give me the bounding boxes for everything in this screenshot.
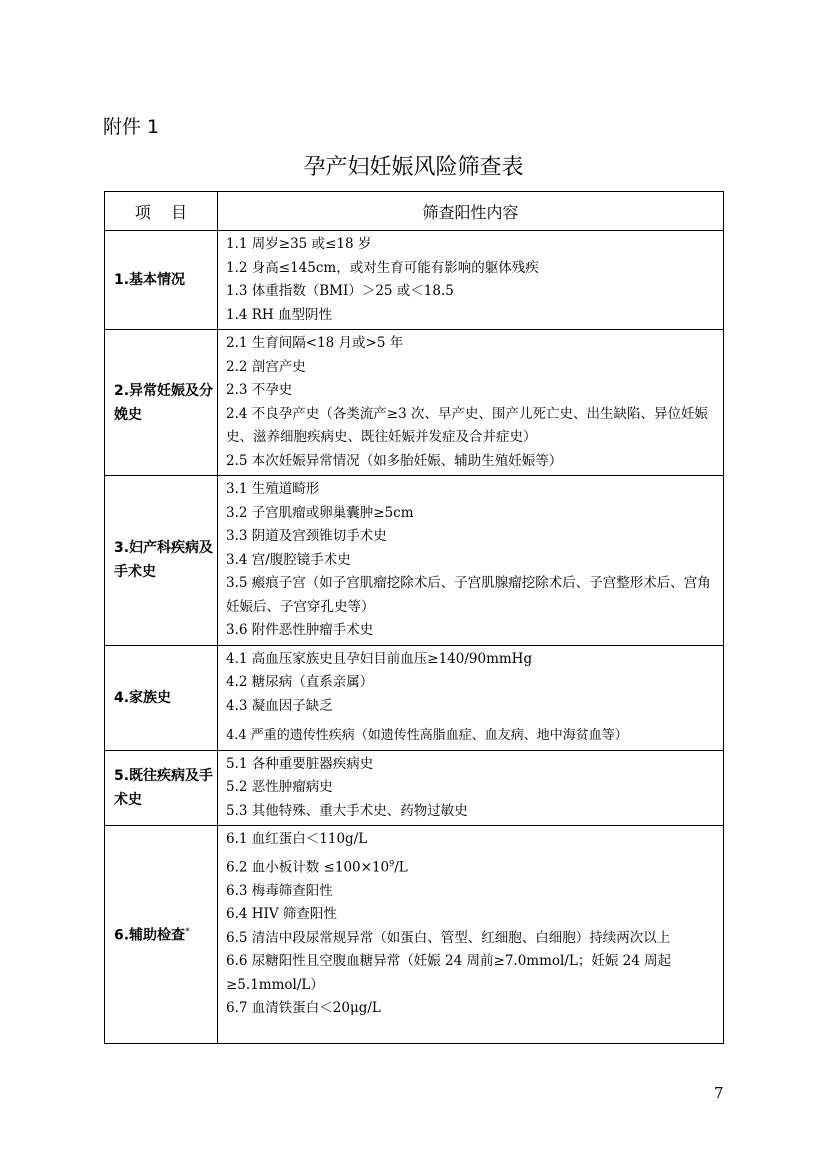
list-item: 4.4 严重的遗传性疾病（如遗传性高脂血症、血友病、地中海贫血等）: [226, 728, 628, 743]
section-label-text: 6.辅助检查: [114, 928, 186, 945]
list-item: 6.1 血红蛋白＜110g/L: [226, 831, 368, 847]
table-row: [105, 476, 724, 646]
list-item: 1.1 周岁≥35 或≤18 岁: [226, 236, 372, 252]
list-item: 4.2 糖尿病（直系亲属）: [226, 674, 374, 690]
list-item: 3.5 瘢痕子宫（如子宫肌瘤挖除术后、子宫肌腺瘤挖除术后、子宫整形术后、宫角妊娠后、子宫穿孔史等）: [226, 575, 711, 615]
table-row: [105, 826, 724, 1044]
list-item: 5.2 恶性肿瘤病史: [226, 779, 333, 795]
section-label: 2.异常妊娠及分娩史: [105, 330, 218, 476]
section-label: 4.家族史: [105, 645, 218, 750]
platelet-text: 6.2 血小板计数 ≤100×10: [226, 859, 390, 875]
list-item: 2.1 生育间隔<18 月或>5 年: [226, 335, 404, 351]
list-item: 2.4 不良孕产史（各类流产≥3 次、早产史、围产儿死亡史、出生缺陷、异位妊娠史、滋养细胞疾病史、既往妊娠并发症及合并症史）: [226, 405, 708, 445]
header-content: 筛查阳性内容: [218, 192, 724, 231]
section-items: [218, 645, 724, 750]
list-item: 6.4 HIV 筛查阳性: [226, 906, 337, 922]
list-item: 6.5 清洁中段尿常规异常（如蛋白、管型、红细胞、白细胞）持续两次以上: [226, 929, 671, 946]
platelet-exponent: 9: [389, 858, 395, 868]
section-label: 1.基本情况: [105, 231, 218, 330]
platelet-unit: /L: [394, 859, 408, 875]
list-item: 4.1 高血压家族史且孕妇目前血压≥140/90mmHg: [226, 650, 533, 667]
footnote-mark: *: [185, 927, 190, 938]
list-item: 1.4 RH 血型阴性: [226, 306, 332, 323]
page-number: 7: [714, 1084, 724, 1102]
list-item: 3.1 生殖道畸形: [226, 481, 320, 497]
table-row: [105, 750, 724, 826]
list-item: 2.2 剖宫产史: [226, 358, 306, 375]
section-items: [218, 231, 724, 330]
section-label: [105, 826, 218, 1044]
list-item: 1.2 身高≤145cm，或对生育可能有影响的躯体残疾: [226, 259, 539, 276]
list-item: 6.6 尿糖阳性且空腹血糖异常（妊娠 24 周前≥7.0mmol/L；妊娠 24 周起≥5.1mmol/L）: [226, 953, 672, 993]
list-item: 4.3 凝血因子缺乏: [226, 697, 333, 714]
table-header-row: [105, 192, 724, 231]
section-label: 3.妇产科疾病及手术史: [105, 476, 218, 646]
section-items: [218, 750, 724, 826]
list-item: 5.3 其他特殊、重大手术史、药物过敏史: [226, 802, 468, 819]
section-items: [218, 476, 724, 646]
list-item: 3.3 阴道及宫颈锥切手术史: [226, 528, 387, 544]
list-item: 3.2 子宫肌瘤或卵巢囊肿≥5cm: [226, 504, 414, 521]
page-title: 孕产妇妊娠风险筛查表: [303, 155, 524, 180]
section-items: [218, 826, 724, 1044]
header-item: 项 目: [105, 192, 218, 231]
list-item: 1.3 体重指数（BMI）＞25 或＜18.5: [226, 283, 454, 299]
list-item: [226, 852, 719, 880]
list-item: 3.4 宫/腹腔镜手术史: [226, 551, 351, 568]
section-items: [218, 330, 724, 476]
table-row: [105, 330, 724, 476]
list-item: 5.1 各种重要脏器疾病史: [226, 755, 374, 772]
list-item: 3.6 附件恶性肿瘤手术史: [226, 622, 374, 638]
risk-screening-table: [104, 191, 724, 1044]
list-item: 2.3 不孕史: [226, 382, 293, 398]
table-row: [105, 645, 724, 750]
list-item: 6.7 血清铁蛋白＜20μg/L: [226, 1000, 381, 1016]
list-item: 6.3 梅毒筛查阳性: [226, 882, 333, 899]
section-label: 5.既往疾病及手术史: [105, 750, 218, 826]
attachment-label: 附件 1: [103, 116, 160, 138]
list-item: 2.5 本次妊娠异常情况（如多胎妊娠、辅助生殖妊娠等）: [226, 452, 563, 469]
table-row: [105, 231, 724, 330]
